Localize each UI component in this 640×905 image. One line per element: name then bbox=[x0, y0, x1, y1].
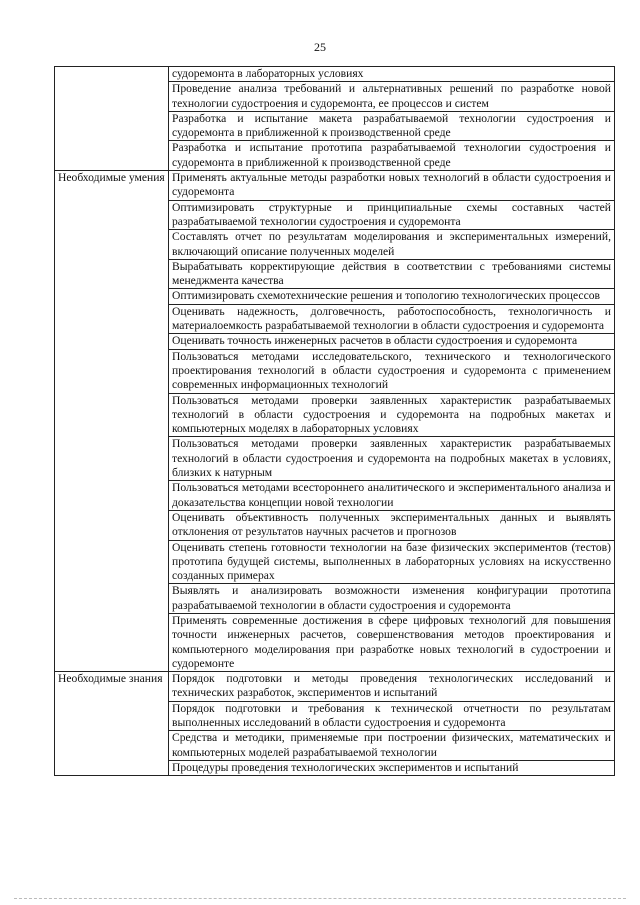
list-item: Средства и методики, применяемые при построении физических, математических и компьютерных моделей разрабатываемой технологии bbox=[169, 731, 615, 761]
table-row bbox=[55, 171, 615, 201]
list-item: Применять современные достижения в сфере цифровых технологий для повышения точности инженерных расчетов, совершенствования методов проектирования и компьютерного моделирования при разработке новых технологий в судостроении и судоремонте bbox=[169, 613, 615, 671]
list-item: Проведение анализа требований и альтернативных решений по разработке новой технологии судостроения и судоремонта, ее процессов и систем bbox=[169, 82, 615, 112]
list-item: Оптимизировать структурные и принципиальные схемы составных частей разрабатываемой технологии судостроения и судоремонта bbox=[169, 200, 615, 230]
list-item: Пользоваться методами всестороннего аналитического и экспериментального анализа и доказательства концепции новой технологии bbox=[169, 481, 615, 511]
list-item: Оптимизировать схемотехнические решения и топологию технологических процессов bbox=[169, 289, 615, 304]
list-item: Выявлять и анализировать возможности изменения конфигурации прототипа разрабатываемой технологии в области судостроения и судоремонта bbox=[169, 584, 615, 614]
list-item: Оценивать надежность, долговечность, работоспособность, технологичность и материалоемкость разрабатываемой технологии в области судостроения и судоремонта bbox=[169, 304, 615, 334]
list-item: Оценивать степень готовности технологии на базе физических экспериментов (тестов) прототипа будущей системы, выполненных в лабораторных условиях на искусственно созданных примерах bbox=[169, 540, 615, 584]
page-number: 25 bbox=[314, 40, 326, 54]
list-item: Оценивать точность инженерных расчетов в области судостроения и судоремонта bbox=[169, 334, 615, 349]
list-item: Пользоваться методами исследовательского, технического и технологического проектирования технологий в области судостроения и судоремонта с применением современных информационных технологий bbox=[169, 349, 615, 393]
list-item: Порядок подготовки и требования к технической отчетности по результатам выполненных исследований в области судостроения и судоремонта bbox=[169, 701, 615, 731]
table-row bbox=[55, 67, 615, 82]
list-item: Составлять отчет по результатам моделирования и экспериментальных измерений, включающий описание полученных моделей bbox=[169, 230, 615, 260]
section-label: Необходимые умения bbox=[55, 171, 169, 672]
list-item: Разработка и испытание прототипа разрабатываемой технологии судостроения и судоремонта в приближенной к производственной среде bbox=[169, 141, 615, 171]
table-row bbox=[55, 672, 615, 702]
list-item: Применять актуальные методы разработки новых технологий в области судостроения и судоремонта bbox=[169, 171, 615, 201]
list-item: Пользоваться методами проверки заявленных характеристик разрабатываемых технологий в области судостроения и судоремонта на подробных макетах и компьютерных моделях в лабораторных условиях bbox=[169, 393, 615, 437]
competency-table bbox=[54, 66, 615, 776]
page-edge-divider bbox=[14, 898, 626, 899]
list-item: Вырабатывать корректирующие действия в соответствии с требованиями системы менеджмента качества bbox=[169, 259, 615, 289]
list-item: судоремонта в лабораторных условиях bbox=[169, 67, 615, 82]
list-item: Разработка и испытание макета разрабатываемой технологии судостроения и судоремонта в приближенной к производственной среде bbox=[169, 111, 615, 141]
list-item: Порядок подготовки и методы проведения технологических исследований и технических разработок, экспериментов и испытаний bbox=[169, 672, 615, 702]
list-item: Пользоваться методами проверки заявленных характеристик разрабатываемых технологий в области судостроения и судоремонта на подробных макетах в условиях, близких к натурным bbox=[169, 437, 615, 481]
section-label: Необходимые знания bbox=[55, 672, 169, 776]
list-item: Процедуры проведения технологических экспериментов и испытаний bbox=[169, 760, 615, 775]
list-item: Оценивать объективность полученных экспериментальных данных и выявлять отклонения от результатов научных расчетов и прогнозов bbox=[169, 510, 615, 540]
section-label bbox=[55, 67, 169, 171]
